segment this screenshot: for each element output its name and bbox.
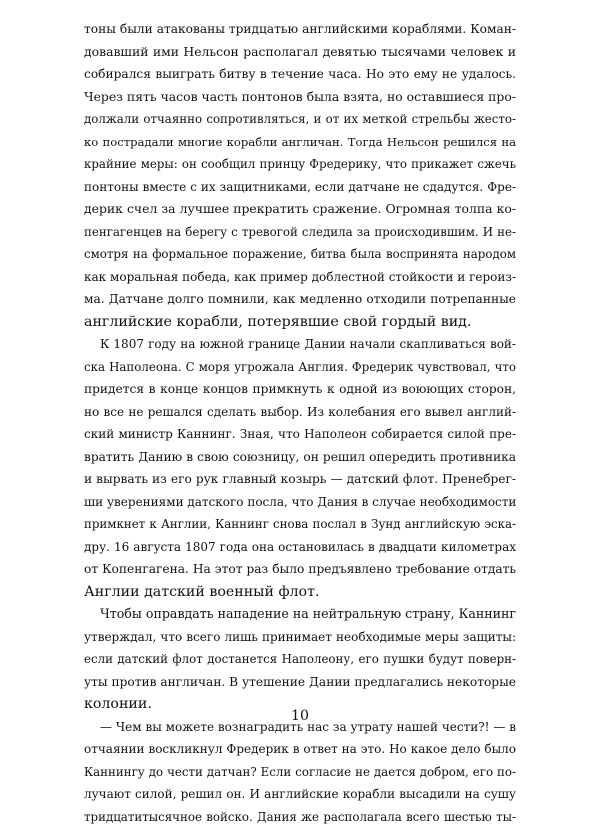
text-line: Через пять часов часть понтонов была взята, но оставшиеся про- bbox=[84, 86, 516, 109]
text-line: но все не решался сделать выбор. Из колебания его вывел англий- bbox=[84, 401, 516, 424]
text-line: и вырвать из его рук главный козырь — датский флот. Пренебрег- bbox=[84, 468, 516, 491]
text-line: тоны были атакованы тридцатью английскими кораблями. Коман- bbox=[84, 18, 516, 41]
text-line: английские корабли, потерявшие свой гордый вид. bbox=[84, 311, 516, 334]
text-line: придется в конце концов примкнуть к одной из воюющих сторон, bbox=[84, 378, 516, 401]
text-line: утверждал, что всего лишь принимает необходимые меры защиты: bbox=[84, 626, 516, 649]
text-line: дерик счел за лучшее прекратить сражение. Огромная толпа ко- bbox=[84, 198, 516, 221]
text-line: пенгагенцев на берегу с тревогой следила за происходившим. И не- bbox=[84, 221, 516, 244]
text-line: Каннингу до чести датчан? Если согласие не дается добром, его по- bbox=[84, 761, 516, 784]
text-line: должали отчаянно сопротивляться, и от их меткой стрельбы жесто- bbox=[84, 108, 516, 131]
text-line: понтоны вместе с их защитниками, если датчане не сдадутся. Фре- bbox=[84, 176, 516, 199]
text-line: тридцатитысячное войско. Дания же располагала всего шестью ты- bbox=[84, 806, 516, 828]
text-line: дру. 16 августа 1807 года она остановилась в двадцати километрах bbox=[84, 536, 516, 559]
page-number: 10 bbox=[0, 706, 600, 726]
text-line: ко пострадали многие корабли англичан. Тогда Нельсон решился на bbox=[84, 131, 516, 154]
text-line: примкнет к Англии, Каннинг снова послал в Зунд английскую эска- bbox=[84, 513, 516, 536]
text-line: Чтобы оправдать нападение на нейтральную страну, Каннинг bbox=[84, 603, 516, 626]
text-line: от Копенгагена. На этот раз было предъявлено требование отдать bbox=[84, 558, 516, 581]
text-line: отчаянии воскликнул Фредерик в ответ на это. Но какое дело было bbox=[84, 738, 516, 761]
text-line: крайние меры: он сообщил принцу Фредерику, что прикажет сжечь bbox=[84, 153, 516, 176]
text-line: если датский флот достанется Наполеону, его пушки будут поверн- bbox=[84, 648, 516, 671]
text-line: довавший ими Нельсон располагал девятью тысячами человек и bbox=[84, 41, 516, 64]
text-line: смотря на формальное поражение, битва была воспринята народом bbox=[84, 243, 516, 266]
text-line: ский министр Каннинг. Зная, что Наполеон собирается силой пре- bbox=[84, 423, 516, 446]
text-line: колонии. bbox=[84, 693, 516, 716]
text-line: лучают силой, решил он. И английские корабли высадили на сушу bbox=[84, 783, 516, 806]
text-line: ска Наполеона. С моря угрожала Англия. Фредерик чувствовал, что bbox=[84, 356, 516, 379]
text-line: Англии датский военный флот. bbox=[84, 581, 516, 604]
text-line: К 1807 году на южной границе Дании начали скапливаться вой- bbox=[84, 333, 516, 356]
text-line: вратить Данию в свою союзницу, он решил опередить противника bbox=[84, 446, 516, 469]
text-line: уты против англичан. В утешение Дании предлагались некоторые bbox=[84, 671, 516, 694]
text-line: ши уверениями датского посла, что Дания в случае необходимости bbox=[84, 491, 516, 514]
text-line: как моральная победа, как пример доблестной стойкости и героиз- bbox=[84, 266, 516, 289]
text-line: собирался выиграть битву в течение часа. Но это ему не удалось. bbox=[84, 63, 516, 86]
text-line: — Чем вы можете вознаградить нас за утрату нашей чести?! — в bbox=[84, 716, 516, 739]
text-line: ма. Датчане долго помнили, как медленно отходили потрепанные bbox=[84, 288, 516, 311]
